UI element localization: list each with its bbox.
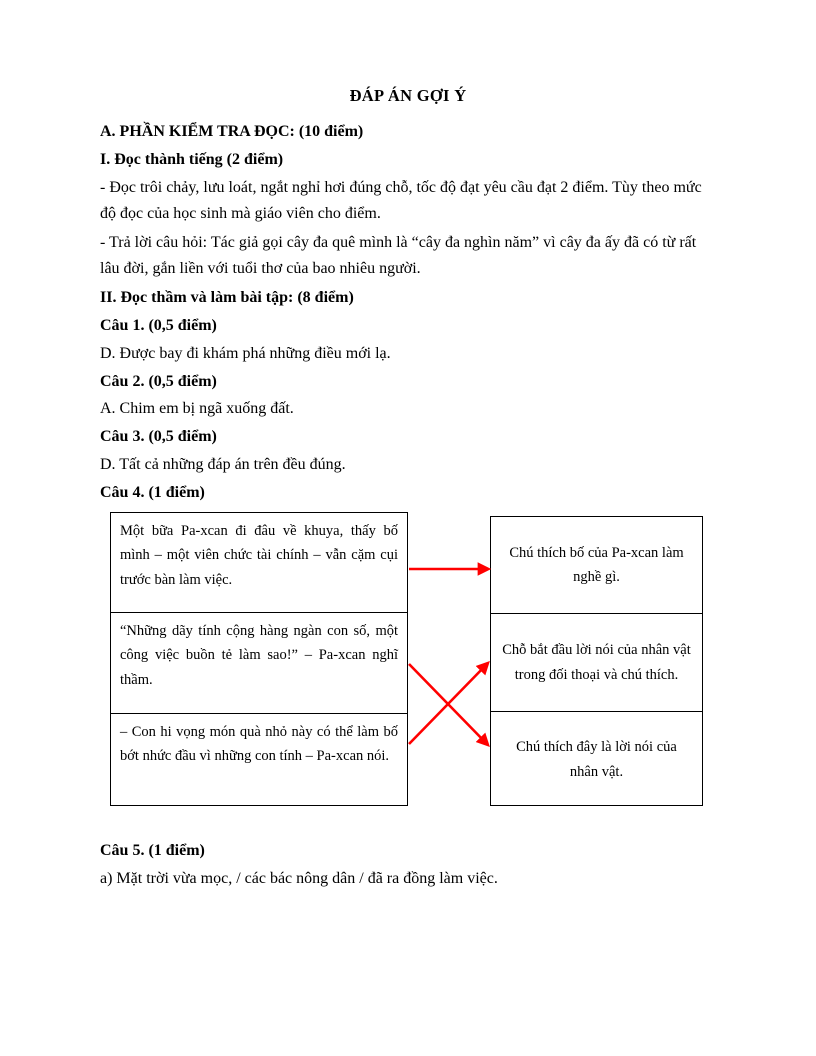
part-i-heading: I. Đọc thành tiếng (2 điểm) — [100, 150, 284, 168]
question-1-answer: D. Được bay đi khám phá những điều mới lạ. — [100, 344, 391, 362]
part-i-paragraph-1: - Đọc trôi chảy, lưu loát, ngắt nghỉ hơi đúng chỗ, tốc độ đạt yêu cầu đạt 2 điểm. Tùy theo mức độ đọc của học sinh mà giáo viên cho điểm. — [100, 178, 702, 223]
question-4-label: Câu 4. (1 điểm) — [100, 484, 205, 502]
matching-exercise — [100, 512, 716, 824]
document-body — [100, 86, 716, 894]
question-3-label: Câu 3. (0,5 điểm) — [100, 428, 217, 446]
section-a-heading: A. PHẦN KIỂM TRA ĐỌC: (10 điểm) — [100, 122, 364, 140]
connector-line-2 — [409, 664, 487, 744]
page-title: ĐÁP ÁN GỢI Ý — [349, 86, 467, 105]
matching-right-item-1[interactable]: Chú thích bố của Pa-xcan làm nghề gì. — [491, 517, 702, 614]
question-2-answer: A. Chim em bị ngã xuống đất. — [100, 400, 294, 418]
matching-left-item-2[interactable]: “Những dãy tính cộng hàng ngàn con số, một công việc buồn tẻ làm sao!” – Pa-xcan nghĩ thầm. — [111, 613, 407, 714]
matching-left-item-1[interactable]: Một bữa Pa-xcan đi đâu về khuya, thấy bố mình – một viên chức tài chính – vẫn cặm cụi trước bàn làm việc. — [111, 513, 407, 613]
question-1-label: Câu 1. (0,5 điểm) — [100, 316, 217, 334]
question-2-label: Câu 2. (0,5 điểm) — [100, 372, 217, 390]
matching-right-item-3[interactable]: Chú thích đây là lời nói của nhân vật. — [516, 739, 677, 780]
matching-right-column — [490, 516, 703, 806]
matching-left-item-3[interactable]: – Con hi vọng món quà nhỏ này có thể làm bố bớt nhức đầu vì những con tính – Pa-xcan nói. — [120, 724, 398, 765]
part-ii-heading: II. Đọc thầm và làm bài tập: (8 điểm) — [100, 288, 354, 306]
matching-left-column — [110, 512, 408, 806]
connector-line-3 — [409, 664, 487, 744]
question-5-label: Câu 5. (1 điểm) — [100, 842, 205, 860]
question-3-answer: D. Tất cả những đáp án trên đều đúng. — [100, 456, 346, 474]
part-i-paragraph-2: - Trả lời câu hỏi: Tác giả gọi cây đa quê mình là “cây đa nghìn năm” vì cây đa ấy đã có từ rất lâu đời, gắn liền với tuổi thơ của bao nhiêu người. — [100, 233, 697, 278]
matching-right-item-2[interactable]: Chỗ bắt đầu lời nói của nhân vật trong đối thoại và chú thích. — [491, 614, 702, 712]
question-5-answer: a) Mặt trời vừa mọc, / các bác nông dân / đã ra đồng làm việc. — [100, 869, 498, 887]
